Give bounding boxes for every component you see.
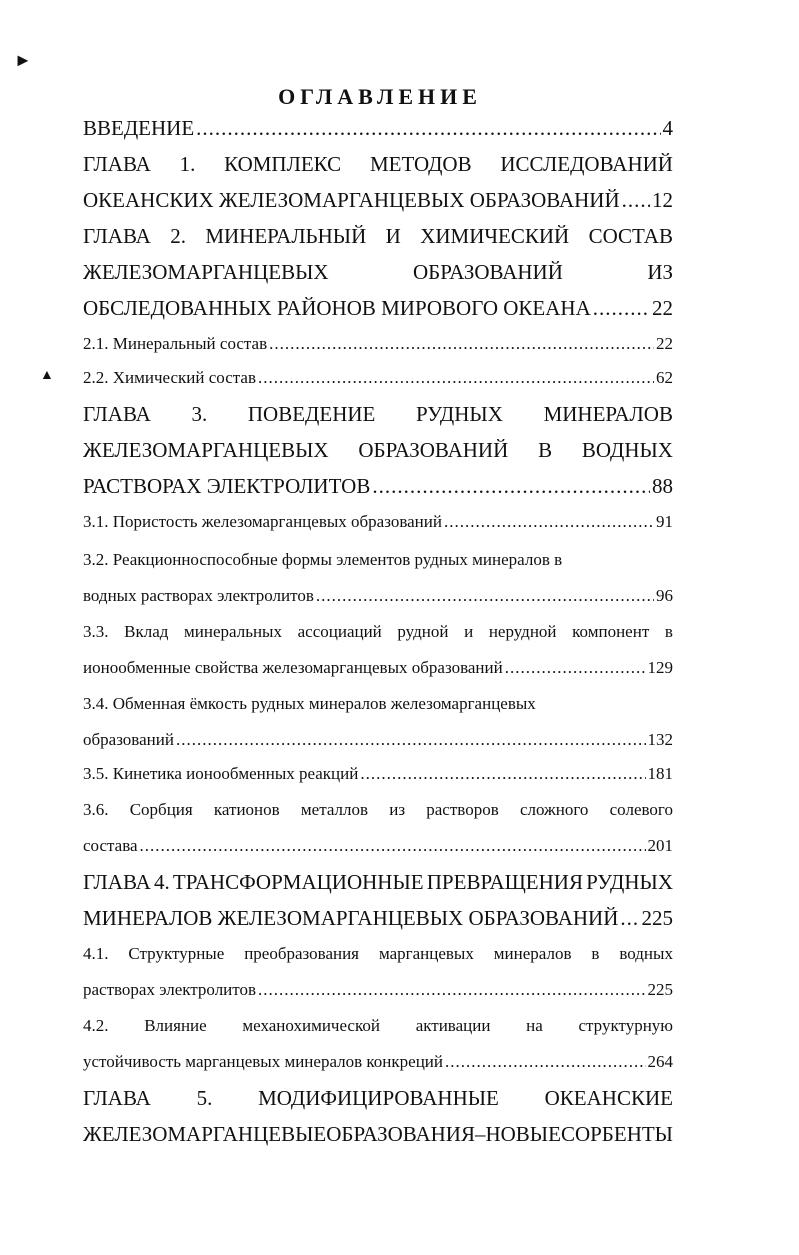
toc-word: ИССЛЕДОВАНИЙ	[500, 152, 673, 176]
toc-word: ЖЕЛЕЗОМАРГАНЦЕВЫЕ	[83, 1122, 327, 1146]
toc-word: НОВЫЕ	[485, 1122, 561, 1146]
toc-word: растворов	[426, 800, 499, 819]
toc-entry-3-5	[83, 764, 673, 796]
toc-label: 2.2. Химический состав	[83, 368, 256, 387]
toc-entry-2-1	[83, 334, 673, 366]
toc-word: минералов	[493, 944, 572, 963]
toc-word: МЕТОДОВ	[369, 152, 472, 176]
toc-label: 3.2. Реакционноспособные формы элементов рудных минералов в	[83, 550, 563, 569]
toc-page: 22	[656, 334, 673, 353]
toc-entry-3-4-line1	[83, 694, 673, 726]
toc-word: СОСТАВ	[588, 224, 673, 248]
toc-entry-3-3-line2	[83, 658, 673, 690]
toc-label: ОКЕАНСКИХ ЖЕЛЕЗОМАРГАНЦЕВЫХ ОБРАЗОВАНИЙ	[83, 188, 620, 212]
toc-word: ГЛАВА	[83, 152, 151, 176]
toc-word: ТРАНСФОРМАЦИОННЫЕ	[172, 870, 424, 894]
toc-leader	[176, 730, 646, 750]
toc-leader	[444, 512, 654, 532]
toc-word: механохимической	[242, 1016, 380, 1035]
toc-entry-ch5-line1	[83, 1086, 673, 1118]
toc-word: марганцевых	[378, 944, 474, 963]
toc-word: 3.	[191, 402, 208, 426]
toc-word: 4.	[154, 870, 170, 894]
toc-word: 4.2.	[83, 1016, 109, 1035]
toc-page: 181	[647, 764, 673, 783]
toc-page: 96	[656, 586, 673, 605]
toc-entry-ch3-line2	[83, 438, 673, 470]
toc-word: и	[464, 622, 474, 641]
toc-entry-3-6-line2	[83, 836, 673, 868]
toc-word: ОБРАЗОВАНИЙ	[358, 438, 509, 462]
toc-page: 264	[647, 1052, 673, 1071]
toc-entry-ch4-line1	[83, 870, 673, 902]
toc-word: –	[474, 1122, 486, 1146]
toc-leader	[505, 658, 646, 678]
toc-word: Сорбция	[129, 800, 193, 819]
toc-word: ЖЕЛЕЗОМАРГАНЦЕВЫХ	[83, 260, 329, 284]
toc-word: в	[591, 944, 600, 963]
toc-entry-3-4-line2	[83, 730, 673, 762]
toc-word: структурную	[578, 1016, 673, 1035]
toc-word: ИЗ	[647, 260, 673, 284]
toc-word: водных	[619, 944, 673, 963]
toc-page: 62	[656, 368, 673, 387]
toc-word: МОДИФИЦИРОВАННЫЕ	[258, 1086, 499, 1110]
toc-word: активации	[415, 1016, 491, 1035]
toc-entry-ch1-line2	[83, 188, 673, 220]
toc-word: преобразования	[244, 944, 360, 963]
toc-entry-ch2-line2	[83, 260, 673, 292]
toc-word: 3.6.	[83, 800, 109, 819]
toc-word: ОКЕАНСКИЕ	[544, 1086, 673, 1110]
toc-word: в	[664, 622, 673, 641]
toc-entry-2-2	[83, 368, 673, 400]
toc-word: на	[526, 1016, 543, 1035]
toc-word: ЖЕЛЕЗОМАРГАНЦЕВЫХ	[83, 438, 329, 462]
toc-word: 1.	[179, 152, 196, 176]
toc-leader	[593, 296, 650, 321]
toc-entry-ch2-line3	[83, 296, 673, 328]
toc-word: МИНЕРАЛОВ	[543, 402, 673, 426]
toc-word: ХИМИЧЕСКИЙ	[420, 224, 570, 248]
toc-word: компонент	[572, 622, 650, 641]
toc-entry-ch3-line1	[83, 402, 673, 434]
toc-word: Структурные	[128, 944, 225, 963]
toc-page: 4	[662, 116, 673, 140]
toc-entry-ch5-line2	[83, 1122, 673, 1154]
toc-page: 201	[647, 836, 673, 855]
toc-word: металлов	[300, 800, 369, 819]
toc-label: 2.1. Минеральный состав	[83, 334, 268, 353]
toc-page: 12	[652, 188, 673, 212]
toc-leader	[360, 764, 645, 784]
toc-entry-ch4-line2	[83, 906, 673, 938]
toc-leader	[258, 980, 645, 1000]
toc-entry-ch1-line1	[83, 152, 673, 184]
toc-leader	[258, 368, 654, 388]
toc-label: водных растворах электролитов	[83, 586, 314, 605]
toc-word: ГЛАВА	[83, 224, 151, 248]
toc-entry-4-1-line2	[83, 980, 673, 1012]
toc-leader	[269, 334, 654, 354]
toc-word: КОМПЛЕКС	[224, 152, 342, 176]
toc-word: РУДНЫХ	[416, 402, 503, 426]
toc-word: МИНЕРАЛЬНЫЙ	[205, 224, 367, 248]
toc-word: РУДНЫХ	[586, 870, 673, 894]
toc-word: Вклад	[124, 622, 169, 641]
toc-word: сложного	[519, 800, 589, 819]
toc-entry-ch2-line1	[83, 224, 673, 256]
toc-leader	[620, 906, 639, 931]
toc-word: ВОДНЫХ	[581, 438, 673, 462]
toc-page: 129	[647, 658, 673, 677]
toc-word: 4.1.	[83, 944, 109, 963]
toc-word: 3.3.	[83, 622, 109, 641]
toc-word: И	[385, 224, 401, 248]
toc-word: минеральных	[184, 622, 282, 641]
toc-label: 3.5. Кинетика ионообменных реакций	[83, 764, 359, 783]
toc-entry-4-2-line1	[83, 1016, 673, 1048]
toc-entry-4-2-line2	[83, 1052, 673, 1084]
toc-label: устойчивость марганцевых минералов конкреций	[83, 1052, 443, 1071]
toc-word: 5.	[196, 1086, 213, 1110]
toc-label: растворах электролитов	[83, 980, 257, 999]
toc-word: ПРЕВРАЩЕНИЯ	[426, 870, 583, 894]
toc-word: ГЛАВА	[83, 870, 151, 894]
toc-label: ВВЕДЕНИЕ	[83, 116, 195, 140]
toc-page: 88	[652, 474, 673, 498]
toc-page: 91	[656, 512, 673, 531]
toc-label: состава	[83, 836, 138, 855]
toc-word: ОБРАЗОВАНИЙ	[412, 260, 563, 284]
toc-label: РАСТВОРАХ ЭЛЕКТРОЛИТОВ	[83, 474, 371, 498]
toc-label: ОБСЛЕДОВАННЫХ РАЙОНОВ МИРОВОГО ОКЕАНА	[83, 296, 591, 320]
toc-word: В	[538, 438, 553, 462]
toc-word: Влияние	[144, 1016, 207, 1035]
toc-entry-3-3-line1	[83, 622, 673, 654]
toc-label: 3.1. Пористость железомарганцевых образований	[83, 512, 442, 531]
toc-label: МИНЕРАЛОВ ЖЕЛЕЗОМАРГАНЦЕВЫХ ОБРАЗОВАНИЙ	[83, 906, 619, 930]
toc-page: 132	[647, 730, 673, 749]
toc-leader	[445, 1052, 646, 1072]
page-title: ОГЛАВЛЕНИЕ	[278, 84, 482, 109]
toc-label: образований	[83, 730, 174, 749]
toc-word: рудной	[397, 622, 449, 641]
toc-leader	[316, 586, 654, 606]
toc-word: 2.	[170, 224, 186, 248]
toc-entry-4-1-line1	[83, 944, 673, 976]
toc-label: 3.4. Обменная ёмкость рудных минералов железомарганцевых	[83, 694, 536, 713]
toc-entry-3-1	[83, 512, 673, 544]
margin-arrow-mark: ►	[14, 50, 32, 70]
toc-word: ГЛАВА	[83, 402, 151, 426]
toc-page: 22	[652, 296, 673, 320]
toc-word: ассоциаций	[297, 622, 382, 641]
toc-word: катионов	[213, 800, 280, 819]
toc-page: 225	[641, 906, 673, 930]
toc-entry-ch3-line3	[83, 474, 673, 506]
toc-word: СОРБЕНТЫ	[560, 1122, 673, 1146]
toc-word: ГЛАВА	[83, 1086, 151, 1110]
toc-word: ПОВЕДЕНИЕ	[247, 402, 376, 426]
toc-leader	[140, 836, 646, 856]
toc-word: ОБРАЗОВАНИЯ	[326, 1122, 475, 1146]
toc-entry-intro	[83, 116, 673, 148]
toc-leader	[372, 474, 650, 499]
toc-entry-3-2-line2	[83, 586, 673, 618]
toc-label: ионообменные свойства железомарганцевых образований	[83, 658, 503, 677]
toc-page: 225	[647, 980, 673, 999]
margin-pencil-mark: ▲	[40, 368, 54, 383]
toc-leader	[622, 188, 650, 213]
toc-entry-3-2-line1	[83, 550, 673, 582]
toc-entry-3-6-line1	[83, 800, 673, 832]
toc-word: солевого	[609, 800, 673, 819]
toc-leader	[196, 116, 660, 141]
toc-word: нерудной	[488, 622, 557, 641]
toc-word: из	[389, 800, 406, 819]
